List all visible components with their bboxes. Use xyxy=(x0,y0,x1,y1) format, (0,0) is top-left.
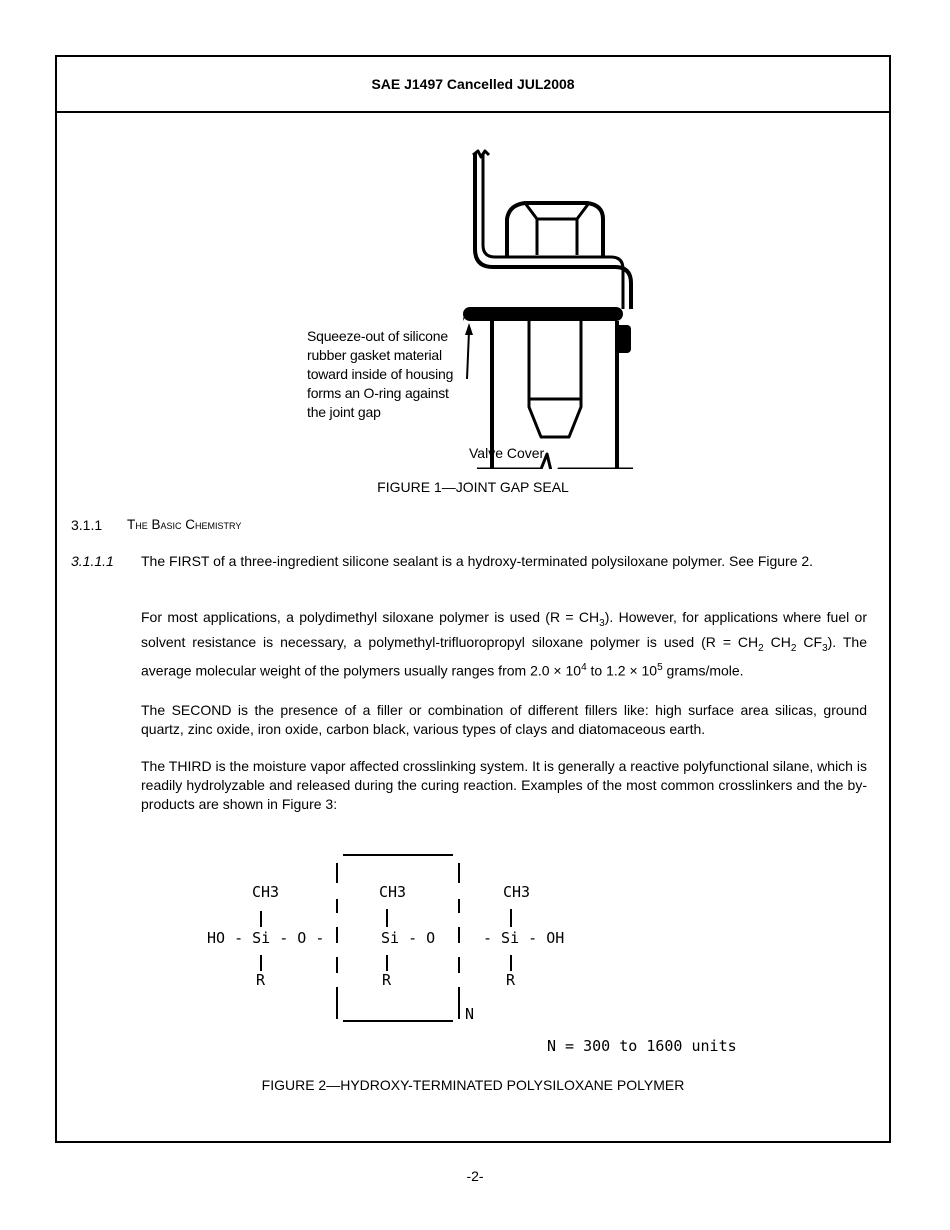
units-note: N = 300 to 1600 units xyxy=(547,1037,737,1055)
paragraph-third: The THIRD is the moisture vapor affected crosslinking system. It is generally a reactive polyfunctional silane, which is readily hydrolyzable and released during the curing reaction. Examples of the most common crosslinkers and the by-products are shown in Figure 3: xyxy=(141,758,867,812)
ch3-middle: CH3 xyxy=(379,883,407,901)
gasket-callout xyxy=(307,327,497,422)
page-frame xyxy=(55,55,891,1143)
r-right: R xyxy=(506,971,516,989)
hex-nut xyxy=(507,203,603,257)
section-title: The Basic Chemistry xyxy=(127,517,242,532)
callout-line: Squeeze-out of silicone xyxy=(307,328,448,344)
figure1-caption: FIGURE 1—JOINT GAP SEAL xyxy=(377,479,569,495)
paragraph-molecular-weight: For most applications, a polydimethyl siloxane polymer is used $(R = CH_3)$. However, for applications where fuel or solvent resistance is necessary, a polymethyl-trifluoropropyl siloxane polymer is used ($R = CH_2$ $CH_2$ $CF_3$). The average molecular weight of the polymers usually ranges from $2.0 \times 10^4$ to $1.2 \times 10^5$ grams/mole. xyxy=(141,609,868,679)
n-subscript: N xyxy=(465,1005,475,1023)
gasket xyxy=(463,307,623,321)
r-middle: R xyxy=(382,971,392,989)
ch3-left: CH3 xyxy=(252,883,280,901)
left-group: HO - Si - O - xyxy=(207,929,325,947)
right-group: - Si - OH xyxy=(483,929,565,947)
document-header: SAE J1497 Cancelled JUL2008 xyxy=(57,57,889,113)
paragraph-first: The FIRST of a three-ingredient silicone sealant is a hydroxy-terminated polysiloxane polymer. See Figure 2. xyxy=(141,553,814,569)
callout-line: forms an O-ring against xyxy=(307,385,449,401)
r-left: R xyxy=(256,971,266,989)
polysiloxane-structure xyxy=(197,847,757,1062)
bracket xyxy=(475,153,631,309)
bolt xyxy=(529,321,581,437)
valve-cover-label: Valve Cover xyxy=(469,445,545,461)
figure2-caption: FIGURE 2—HYDROXY-TERMINATED POLYSILOXANE POLYMER xyxy=(261,1077,685,1093)
section-number: 3.1.1 xyxy=(71,517,103,533)
subsection-number: 3.1.1.1 xyxy=(71,553,114,569)
repeat-unit-bracket xyxy=(197,847,757,1062)
page-number: -2- xyxy=(466,1168,484,1184)
callout-line: the joint gap xyxy=(307,404,381,420)
ch3-right: CH3 xyxy=(503,883,531,901)
callout-line: toward inside of housing xyxy=(307,366,454,382)
middle-group: Si - O xyxy=(381,929,436,947)
paragraph-second: The SECOND is the presence of a filler or combination of different fillers like: high surface area silicas, ground quartz, zinc oxide, iron oxide, carbon black, various types of clays and diatomaceous earth. xyxy=(141,702,867,737)
callout-line: rubber gasket material xyxy=(307,347,442,363)
